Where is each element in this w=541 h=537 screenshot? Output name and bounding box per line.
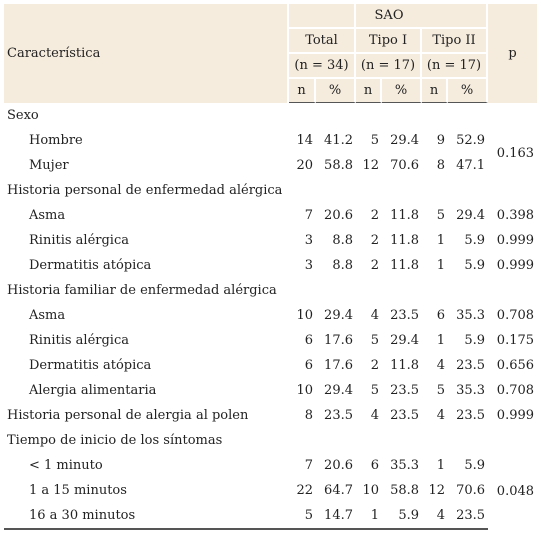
cell-tipo2-n: 6: [436, 308, 446, 323]
table-row: [4, 228, 537, 253]
table-row: [4, 128, 537, 153]
cell-tipo1-pct: 11.8: [390, 208, 420, 223]
cell-tipo2-pct: 23.5: [448, 503, 488, 530]
header-tipo1: Tipo I: [356, 29, 422, 54]
header-tipo2: Tipo II: [422, 29, 488, 54]
cell-tipo1-pct: 35.3: [390, 458, 420, 473]
section-label: Historia familiar de enfermedad alérgica: [7, 283, 277, 298]
row-label: Dermatitis atópica: [29, 358, 152, 373]
cell-tipo1-pct: 23.5: [390, 383, 420, 398]
table-row: [4, 503, 537, 530]
cell-total-n: 7: [304, 458, 313, 473]
header-pct-col: %: [316, 79, 356, 103]
table-row: [4, 303, 537, 328]
header-blank-tipo2: [422, 4, 488, 29]
cell-tipo1-pct: 29.4: [390, 333, 420, 348]
cell-total-pct: 29.4: [324, 308, 353, 323]
header-p: p: [488, 4, 537, 103]
cell-total-n: 8: [304, 408, 313, 423]
cell-tipo1-pct: 58.8: [390, 483, 420, 498]
cell-tipo1-n: 5: [370, 133, 379, 148]
header-blank-total: [289, 4, 356, 29]
cell-p-value: 0.999: [496, 408, 535, 423]
cell-tipo1-n: 10: [362, 483, 379, 498]
cell-total-pct: 41.2: [324, 133, 353, 148]
cell-tipo2-n: 4: [436, 358, 446, 373]
cell-total-n: 3: [304, 258, 313, 273]
cell-tipo2-n: 1: [436, 258, 446, 273]
cell-total-pct: 14.7: [316, 503, 356, 530]
section-row: [4, 428, 537, 453]
cell-tipo2-pct: 23.5: [456, 408, 486, 423]
header-n-col: n: [422, 79, 448, 103]
cell-tipo2-n: 9: [436, 133, 446, 148]
cell-total-n: 10: [296, 308, 313, 323]
header-pct-col: %: [448, 79, 488, 103]
cell-tipo2-n: 8: [436, 158, 446, 173]
cell-tipo1-n: 5: [370, 333, 379, 348]
section-row: [4, 278, 537, 303]
cell-total-n: 7: [304, 208, 313, 223]
cell-p-value: 0.656: [496, 358, 535, 373]
cell-tipo2-n: 1: [436, 458, 446, 473]
header-n-col: n: [289, 79, 316, 103]
section-label: Historia personal de enfermedad alérgica: [7, 183, 283, 198]
table-row: [4, 353, 537, 378]
section-row: [4, 103, 537, 128]
cell-tipo2-n: 5: [436, 383, 446, 398]
cell-tipo2-pct: 52.9: [456, 133, 486, 148]
cell-tipo2-n: 1: [436, 233, 446, 248]
row-label: 1 a 15 minutos: [29, 483, 127, 498]
table-row: [4, 378, 537, 403]
cell-total-n: 6: [304, 333, 313, 348]
cell-p-value: 0.048: [496, 484, 535, 499]
header-n-total: (n = 34): [289, 54, 356, 79]
cell-tipo1-pct: 11.8: [390, 258, 420, 273]
cell-tipo2-n: 12: [428, 483, 446, 498]
cell-tipo2-n: 1: [436, 333, 446, 348]
cell-tipo2-pct: 5.9: [464, 233, 486, 248]
results-table-container: [4, 4, 537, 530]
row-label: Mujer: [29, 158, 69, 173]
cell-p-value: 0.999: [496, 258, 535, 273]
row-label: Dermatitis atópica: [29, 258, 152, 273]
cell-tipo1-n: 2: [370, 258, 379, 273]
section-label: Tiempo de inicio de los síntomas: [7, 433, 223, 448]
cell-tipo1-n: 6: [370, 458, 379, 473]
section-label: Sexo: [7, 108, 39, 123]
cell-total-n: 5: [289, 503, 316, 530]
cell-p-value: 0.175: [496, 333, 535, 348]
header-n-col: n: [356, 79, 382, 103]
cell-total-pct: 29.4: [324, 383, 353, 398]
cell-tipo1-n: 4: [370, 308, 379, 323]
cell-total-n: 14: [296, 133, 313, 148]
row-label: Historia personal de alergia al polen: [7, 408, 249, 423]
header-caracteristica: Característica: [4, 4, 289, 103]
cell-tipo2-pct: 23.5: [456, 358, 486, 373]
cell-tipo2-pct: 29.4: [456, 208, 486, 223]
row-label: Alergia alimentaria: [29, 383, 157, 398]
cell-tipo1-n: 5: [370, 383, 379, 398]
cell-total-n: 6: [304, 358, 313, 373]
cell-tipo1-pct: 23.5: [390, 408, 420, 423]
cell-tipo1-n: 2: [370, 208, 379, 223]
cell-tipo2-pct: 35.3: [456, 308, 486, 323]
cell-total-n: 22: [296, 483, 313, 498]
cell-total-pct: 23.5: [324, 408, 353, 423]
cell-total-pct: 17.6: [324, 358, 353, 373]
cell-tipo1-pct: 11.8: [390, 358, 420, 373]
header-n-tipo2: (n = 17): [422, 54, 488, 79]
table-row: [4, 328, 537, 353]
cell-tipo1-pct: 70.6: [390, 158, 420, 173]
section-row: [4, 178, 537, 203]
cell-tipo2-n: 4: [422, 503, 448, 530]
cell-tipo1-pct: 29.4: [390, 133, 420, 148]
header-n-tipo1: (n = 17): [356, 54, 422, 79]
cell-p-value: 0.398: [496, 208, 535, 223]
cell-tipo2-pct: 70.6: [456, 483, 486, 498]
cell-tipo2-n: 4: [436, 408, 446, 423]
cell-tipo1-pct: 5.9: [382, 503, 422, 530]
cell-tipo1-pct: 23.5: [390, 308, 420, 323]
table-row: [4, 153, 537, 178]
cell-tipo1-n: 4: [370, 408, 379, 423]
row-label: Rinitis alérgica: [29, 333, 129, 348]
cell-tipo1-n: 2: [370, 358, 379, 373]
cell-p-value: 0.163: [496, 145, 535, 161]
cell-tipo2-pct: 5.9: [464, 258, 486, 273]
table-row: [4, 403, 537, 428]
cell-p-value: 0.708: [496, 308, 535, 323]
cell-tipo2-pct: 47.1: [456, 158, 486, 173]
cell-total-pct: 64.7: [324, 483, 353, 498]
row-label: Asma: [29, 308, 66, 323]
row-label: Hombre: [29, 133, 83, 148]
table-row: [4, 453, 537, 478]
cell-total-pct: 8.8: [332, 258, 353, 273]
row-label: Rinitis alérgica: [29, 233, 129, 248]
cell-total-pct: 20.6: [324, 208, 353, 223]
cell-p-value: 0.708: [496, 383, 535, 398]
row-label: < 1 minuto: [29, 458, 103, 473]
cell-tipo1-n: 1: [356, 503, 382, 530]
cell-tipo2-pct: 35.3: [456, 383, 486, 398]
cell-total-n: 10: [296, 383, 313, 398]
cell-total-pct: 58.8: [324, 158, 353, 173]
cell-total-n: 3: [304, 233, 313, 248]
results-table: [4, 4, 537, 530]
cell-p-value: 0.999: [496, 233, 535, 248]
table-row: [4, 253, 537, 278]
cell-tipo1-n: 2: [370, 233, 379, 248]
row-label: Asma: [29, 208, 66, 223]
cell-total-pct: 8.8: [332, 233, 353, 248]
cell-tipo1-n: 12: [362, 158, 379, 173]
cell-total-n: 20: [296, 158, 313, 173]
row-label: 16 a 30 minutos: [4, 503, 289, 530]
header-total: Total: [289, 29, 356, 54]
cell-total-pct: 17.6: [324, 333, 353, 348]
cell-tipo2-pct: 5.9: [464, 333, 486, 348]
header-pct-col: %: [382, 79, 422, 103]
cell-total-pct: 20.6: [324, 458, 353, 473]
cell-tipo1-pct: 11.8: [390, 233, 420, 248]
header-sao: SAO: [356, 4, 422, 29]
table-row: [4, 478, 537, 503]
cell-tipo2-n: 5: [436, 208, 446, 223]
table-row: [4, 203, 537, 228]
cell-tipo2-pct: 5.9: [464, 458, 486, 473]
